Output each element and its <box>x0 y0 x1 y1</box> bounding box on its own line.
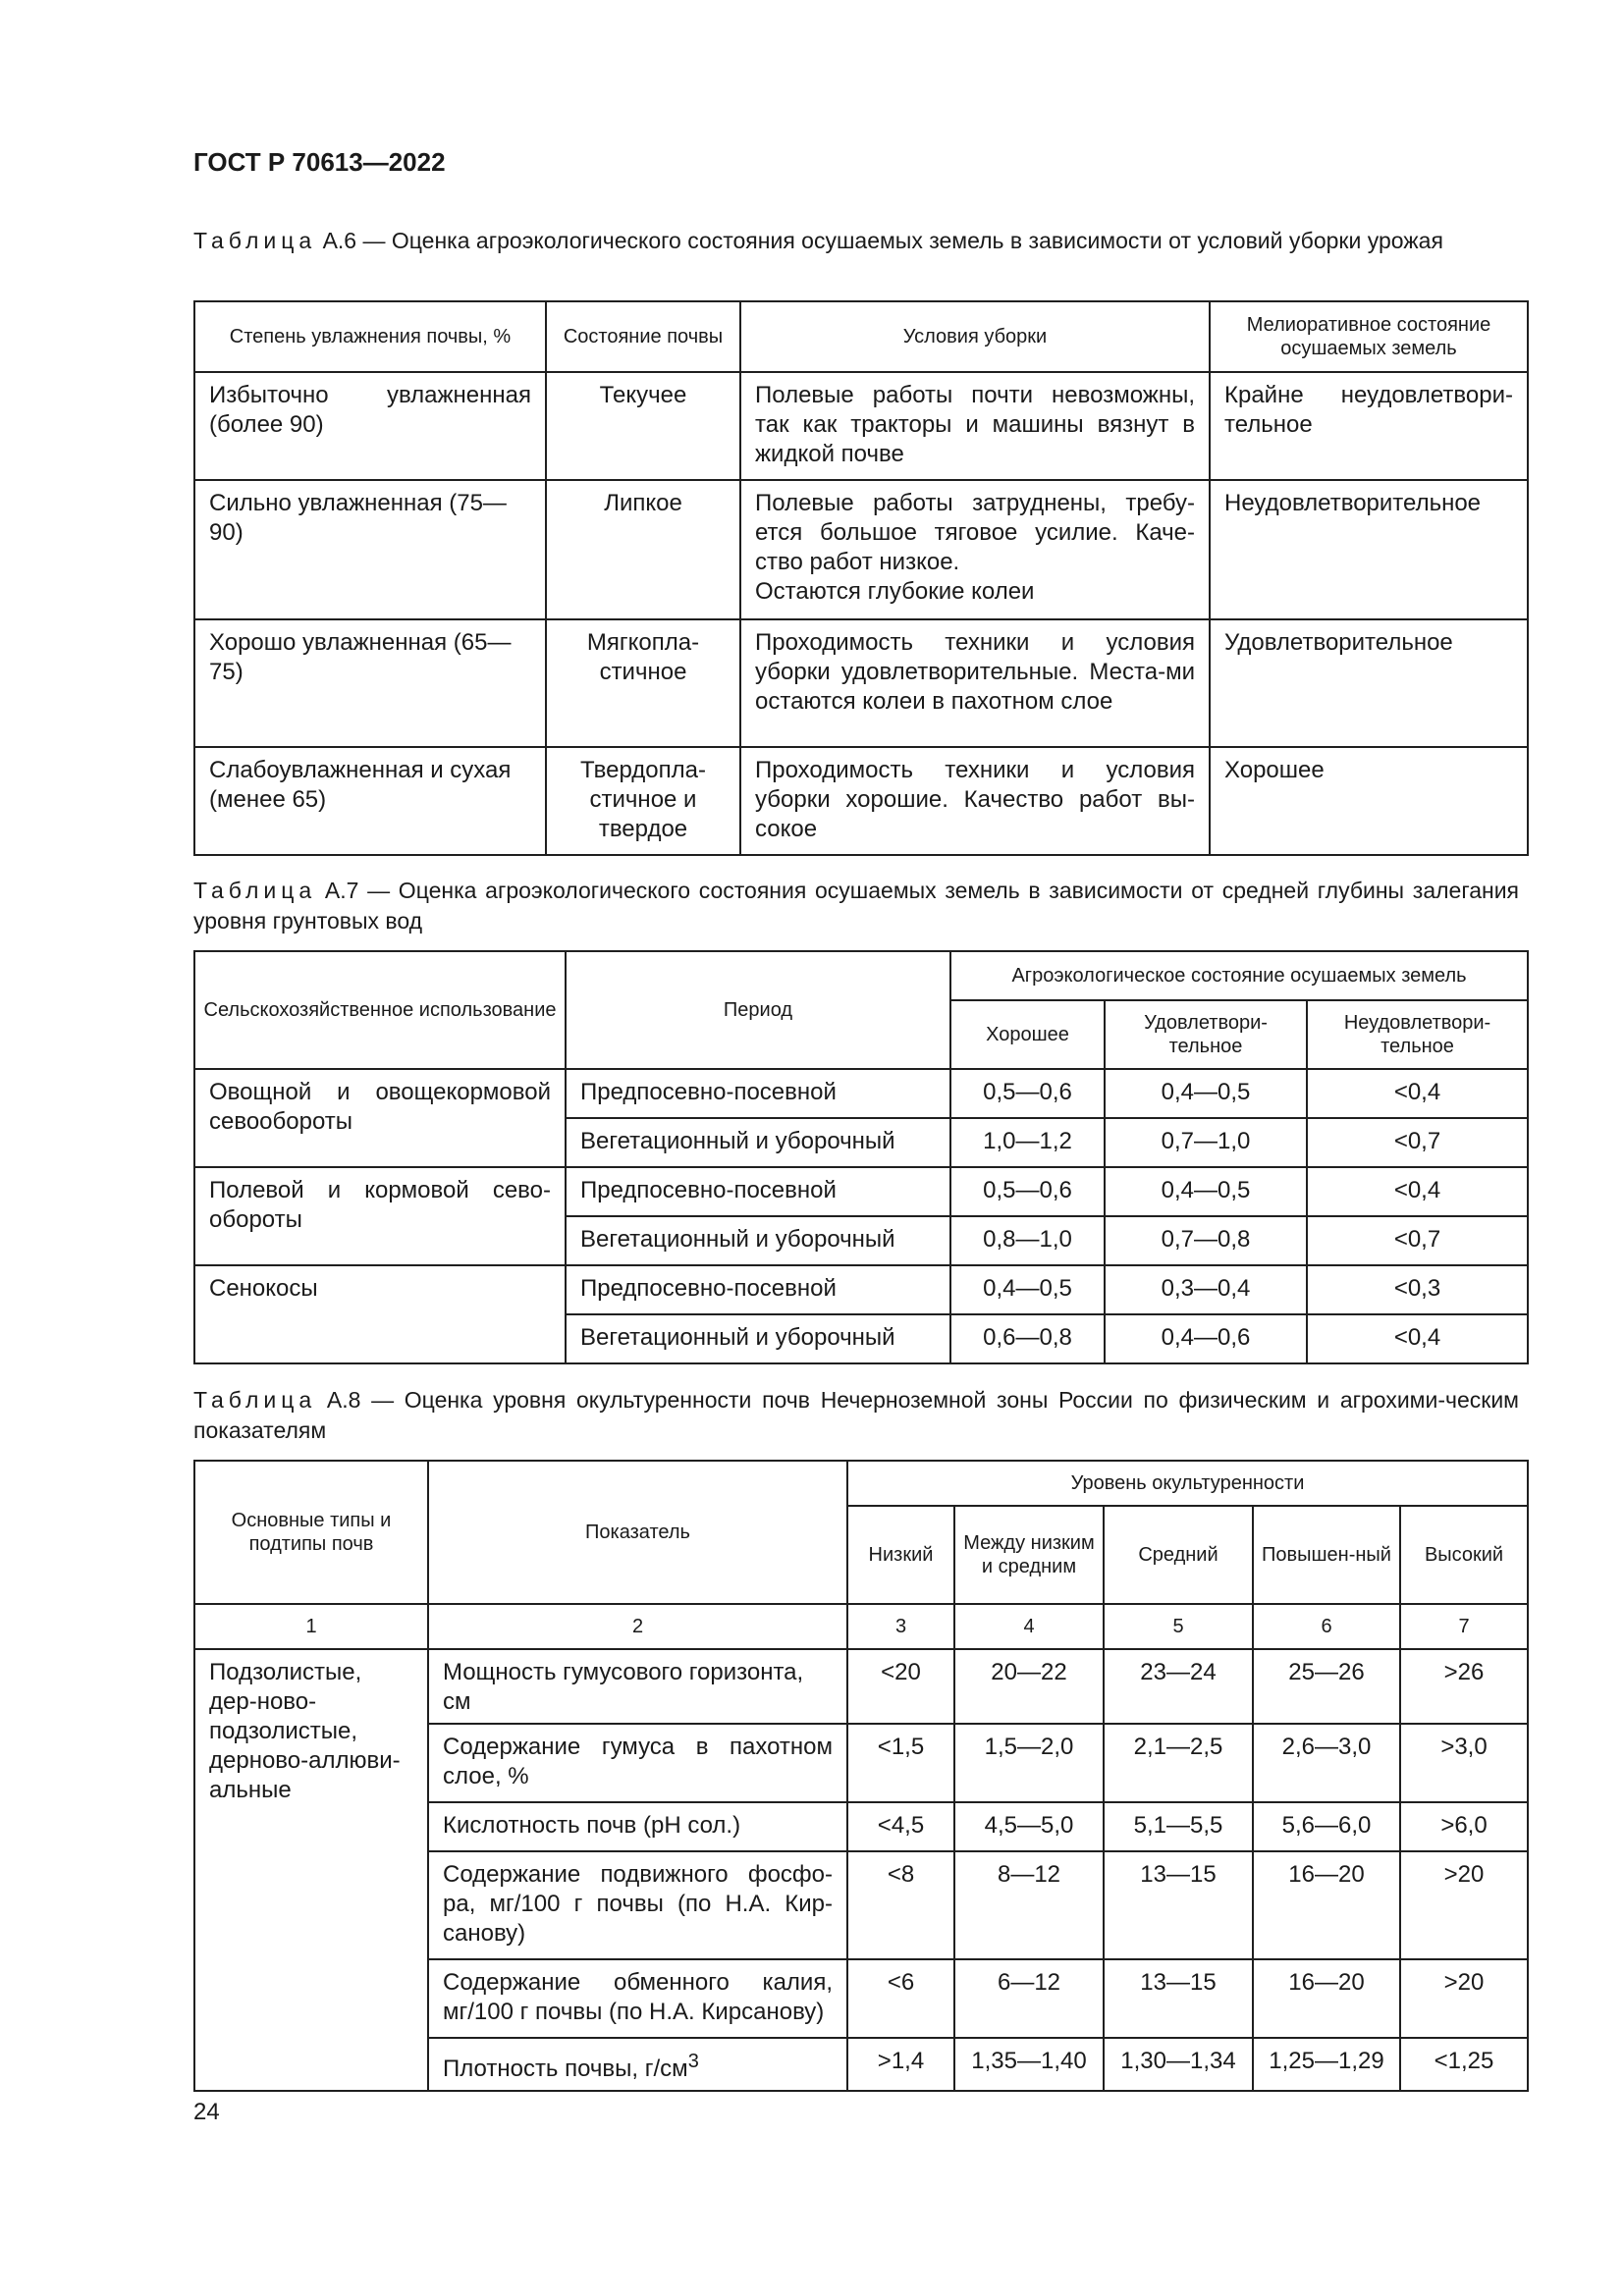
header-cell: Условия уборки <box>740 301 1210 372</box>
table-a6 <box>193 300 1529 856</box>
table-cell: Предпосевно-посевной <box>566 1069 950 1118</box>
table-cell: >26 <box>1400 1649 1528 1724</box>
header-cell: Степень увлажнения почвы, % <box>194 301 546 372</box>
table-cell: 0,3—0,4 <box>1105 1265 1307 1314</box>
table-cell: 0,6—0,8 <box>950 1314 1105 1363</box>
header-cell: Сельскохозяйственное использование <box>194 951 566 1069</box>
column-number: 3 <box>847 1604 954 1649</box>
table-cell: <0,7 <box>1307 1118 1528 1167</box>
table-cell: Предпосевно-посевной <box>566 1167 950 1216</box>
table-cell: 2,1—2,5 <box>1104 1724 1253 1802</box>
header-cell: Мелиоративное состояние осушаемых земель <box>1210 301 1528 372</box>
table-cell: Вегетационный и уборочный <box>566 1118 950 1167</box>
table-cell: 8—12 <box>954 1851 1104 1959</box>
table-cell: Хорошо увлажненная (65—75) <box>194 619 546 747</box>
table-cell: Овощной и овощекормовой севообороты <box>194 1069 566 1167</box>
table-cell: 0,4—0,5 <box>1105 1069 1307 1118</box>
table-cell: Избыточно увлажненная (более 90) <box>194 372 546 480</box>
table-label: Таблица <box>193 228 317 253</box>
table-cell: Предпосевно-посевной <box>566 1265 950 1314</box>
table-cell: 5,1—5,5 <box>1104 1802 1253 1851</box>
table-cell: Текучее <box>546 372 740 480</box>
table-cell: Полевой и кормовой сево-обороты <box>194 1167 566 1265</box>
column-number: 5 <box>1104 1604 1253 1649</box>
table-cell: 2,6—3,0 <box>1253 1724 1400 1802</box>
page-number: 24 <box>193 2099 220 2125</box>
header-cell: Повышен-ный <box>1253 1506 1400 1604</box>
table-cell: Содержание обменного калия, мг/100 г почвы (по Н.А. Кирсанову) <box>428 1959 847 2038</box>
table-cell: Сенокосы <box>194 1265 566 1363</box>
table-cell: Твердопла-стичное и твердое <box>546 747 740 855</box>
table-a6-caption <box>193 226 1519 256</box>
table-cell: Сильно увлажненная (75—90) <box>194 480 546 619</box>
header-cell: Между низким и средним <box>954 1506 1104 1604</box>
column-number: 4 <box>954 1604 1104 1649</box>
table-cell: 5,6—6,0 <box>1253 1802 1400 1851</box>
table-cell: Проходимость техники и условия уборки удовлетворительные. Места-ми остаются колеи в пахотном слое <box>740 619 1210 747</box>
table-cell: 16—20 <box>1253 1959 1400 2038</box>
table-label: Таблица <box>193 1387 317 1413</box>
table-cell: Кислотность почв (pH сол.) <box>428 1802 847 1851</box>
table-cell: Полевые работы почти невозможны, так как тракторы и машины вязнут в жидкой почве <box>740 372 1210 480</box>
table-cell: 6—12 <box>954 1959 1104 2038</box>
table-cell: <0,4 <box>1307 1069 1528 1118</box>
column-number: 1 <box>194 1604 428 1649</box>
header-cell: Основные типы и подтипы почв <box>194 1461 428 1604</box>
table-cell: Вегетационный и уборочный <box>566 1314 950 1363</box>
column-number: 2 <box>428 1604 847 1649</box>
table-cell: <6 <box>847 1959 954 2038</box>
table-cell: Мягкопла-стичное <box>546 619 740 747</box>
table-cell: 23—24 <box>1104 1649 1253 1724</box>
table-cell: <0,7 <box>1307 1216 1528 1265</box>
table-cell: 1,35—1,40 <box>954 2038 1104 2091</box>
table-cell: Липкое <box>546 480 740 619</box>
header-cell: Неудовлетвори-тельное <box>1307 1000 1528 1069</box>
header-cell: Уровень окультуренности <box>847 1461 1528 1506</box>
table-a7 <box>193 950 1529 1364</box>
table-cell: 0,7—1,0 <box>1105 1118 1307 1167</box>
table-cell: 0,4—0,6 <box>1105 1314 1307 1363</box>
table-cell: >20 <box>1400 1851 1528 1959</box>
table-cell: Мощность гумусового горизонта, см <box>428 1649 847 1724</box>
table-title: А.6 — Оценка агроэкологического состояния осушаемых земель в зависимости от условий уборки урожая <box>322 228 1443 253</box>
table-cell: 0,7—0,8 <box>1105 1216 1307 1265</box>
table-cell: <8 <box>847 1851 954 1959</box>
table-a8-caption <box>193 1385 1519 1446</box>
table-cell: <4,5 <box>847 1802 954 1851</box>
table-cell: 4,5—5,0 <box>954 1802 1104 1851</box>
column-number: 6 <box>1253 1604 1400 1649</box>
table-cell: <1,25 <box>1400 2038 1528 2091</box>
header-cell: Низкий <box>847 1506 954 1604</box>
header-cell: Период <box>566 951 950 1069</box>
table-a8 <box>193 1460 1529 2092</box>
table-title: А.8 — Оценка уровня окультуренности почв Нечерноземной зоны России по физическим и агрохими-ческим показателям <box>193 1387 1519 1443</box>
table-cell: Удовлетворительное <box>1210 619 1528 747</box>
soil-type-cell: Подзолистые, дер-ново-подзолистые, дерново-аллюви-альные <box>194 1649 428 2091</box>
table-cell: Содержание гумуса в пахотном слое, % <box>428 1724 847 1802</box>
table-a7-caption <box>193 876 1519 936</box>
table-cell: 0,4—0,5 <box>1105 1167 1307 1216</box>
table-cell: <1,5 <box>847 1724 954 1802</box>
table-cell: 13—15 <box>1104 1959 1253 2038</box>
table-cell: 13—15 <box>1104 1851 1253 1959</box>
document-header: ГОСТ Р 70613—2022 <box>193 147 446 177</box>
table-cell: >6,0 <box>1400 1802 1528 1851</box>
column-number: 7 <box>1400 1604 1528 1649</box>
header-cell: Высокий <box>1400 1506 1528 1604</box>
table-cell: 0,8—1,0 <box>950 1216 1105 1265</box>
table-cell: 1,0—1,2 <box>950 1118 1105 1167</box>
table-cell: 1,25—1,29 <box>1253 2038 1400 2091</box>
table-cell: Хорошее <box>1210 747 1528 855</box>
density-superscript: 3 <box>687 2051 699 2072</box>
table-cell: <0,3 <box>1307 1265 1528 1314</box>
table-cell: <0,4 <box>1307 1314 1528 1363</box>
table-cell: >3,0 <box>1400 1724 1528 1802</box>
table-cell: >1,4 <box>847 2038 954 2091</box>
table-cell: Проходимость техники и условия уборки хорошие. Качество работ вы-сокое <box>740 747 1210 855</box>
table-cell: 0,5—0,6 <box>950 1167 1105 1216</box>
table-cell: >20 <box>1400 1959 1528 2038</box>
table-cell: 0,5—0,6 <box>950 1069 1105 1118</box>
table-cell: 16—20 <box>1253 1851 1400 1959</box>
table-cell: Крайне неудовлетвори-тельное <box>1210 372 1528 480</box>
table-cell <box>428 2038 847 2091</box>
table-cell: <0,4 <box>1307 1167 1528 1216</box>
table-cell: 20—22 <box>954 1649 1104 1724</box>
table-cell: 25—26 <box>1253 1649 1400 1724</box>
header-cell: Показатель <box>428 1461 847 1604</box>
header-cell: Удовлетвори-тельное <box>1105 1000 1307 1069</box>
table-cell: Полевые работы затруднены, требу-ется большое тяговое усилие. Каче-ство работ низкое. Остаются глубокие колеи <box>740 480 1210 619</box>
table-title: А.7 — Оценка агроэкологического состояния осушаемых земель в зависимости от средней глубины залегания уровня грунтовых вод <box>193 878 1520 934</box>
table-label: Таблица <box>193 878 317 903</box>
table-cell: Неудовлетворительное <box>1210 480 1528 619</box>
header-cell: Состояние почвы <box>546 301 740 372</box>
table-cell: Вегетационный и уборочный <box>566 1216 950 1265</box>
table-cell: 0,4—0,5 <box>950 1265 1105 1314</box>
table-cell: Содержание подвижного фосфо-ра, мг/100 г почвы (по Н.А. Кир-санову) <box>428 1851 847 1959</box>
table-cell: <20 <box>847 1649 954 1724</box>
header-cell: Хорошее <box>950 1000 1105 1069</box>
header-cell: Агроэкологическое состояние осушаемых земель <box>950 951 1528 1000</box>
table-cell: Слабоувлажненная и сухая (менее 65) <box>194 747 546 855</box>
header-cell: Средний <box>1104 1506 1253 1604</box>
table-cell: 1,5—2,0 <box>954 1724 1104 1802</box>
table-cell: 1,30—1,34 <box>1104 2038 1253 2091</box>
density-label: Плотность почвы, г/см <box>443 2056 688 2082</box>
